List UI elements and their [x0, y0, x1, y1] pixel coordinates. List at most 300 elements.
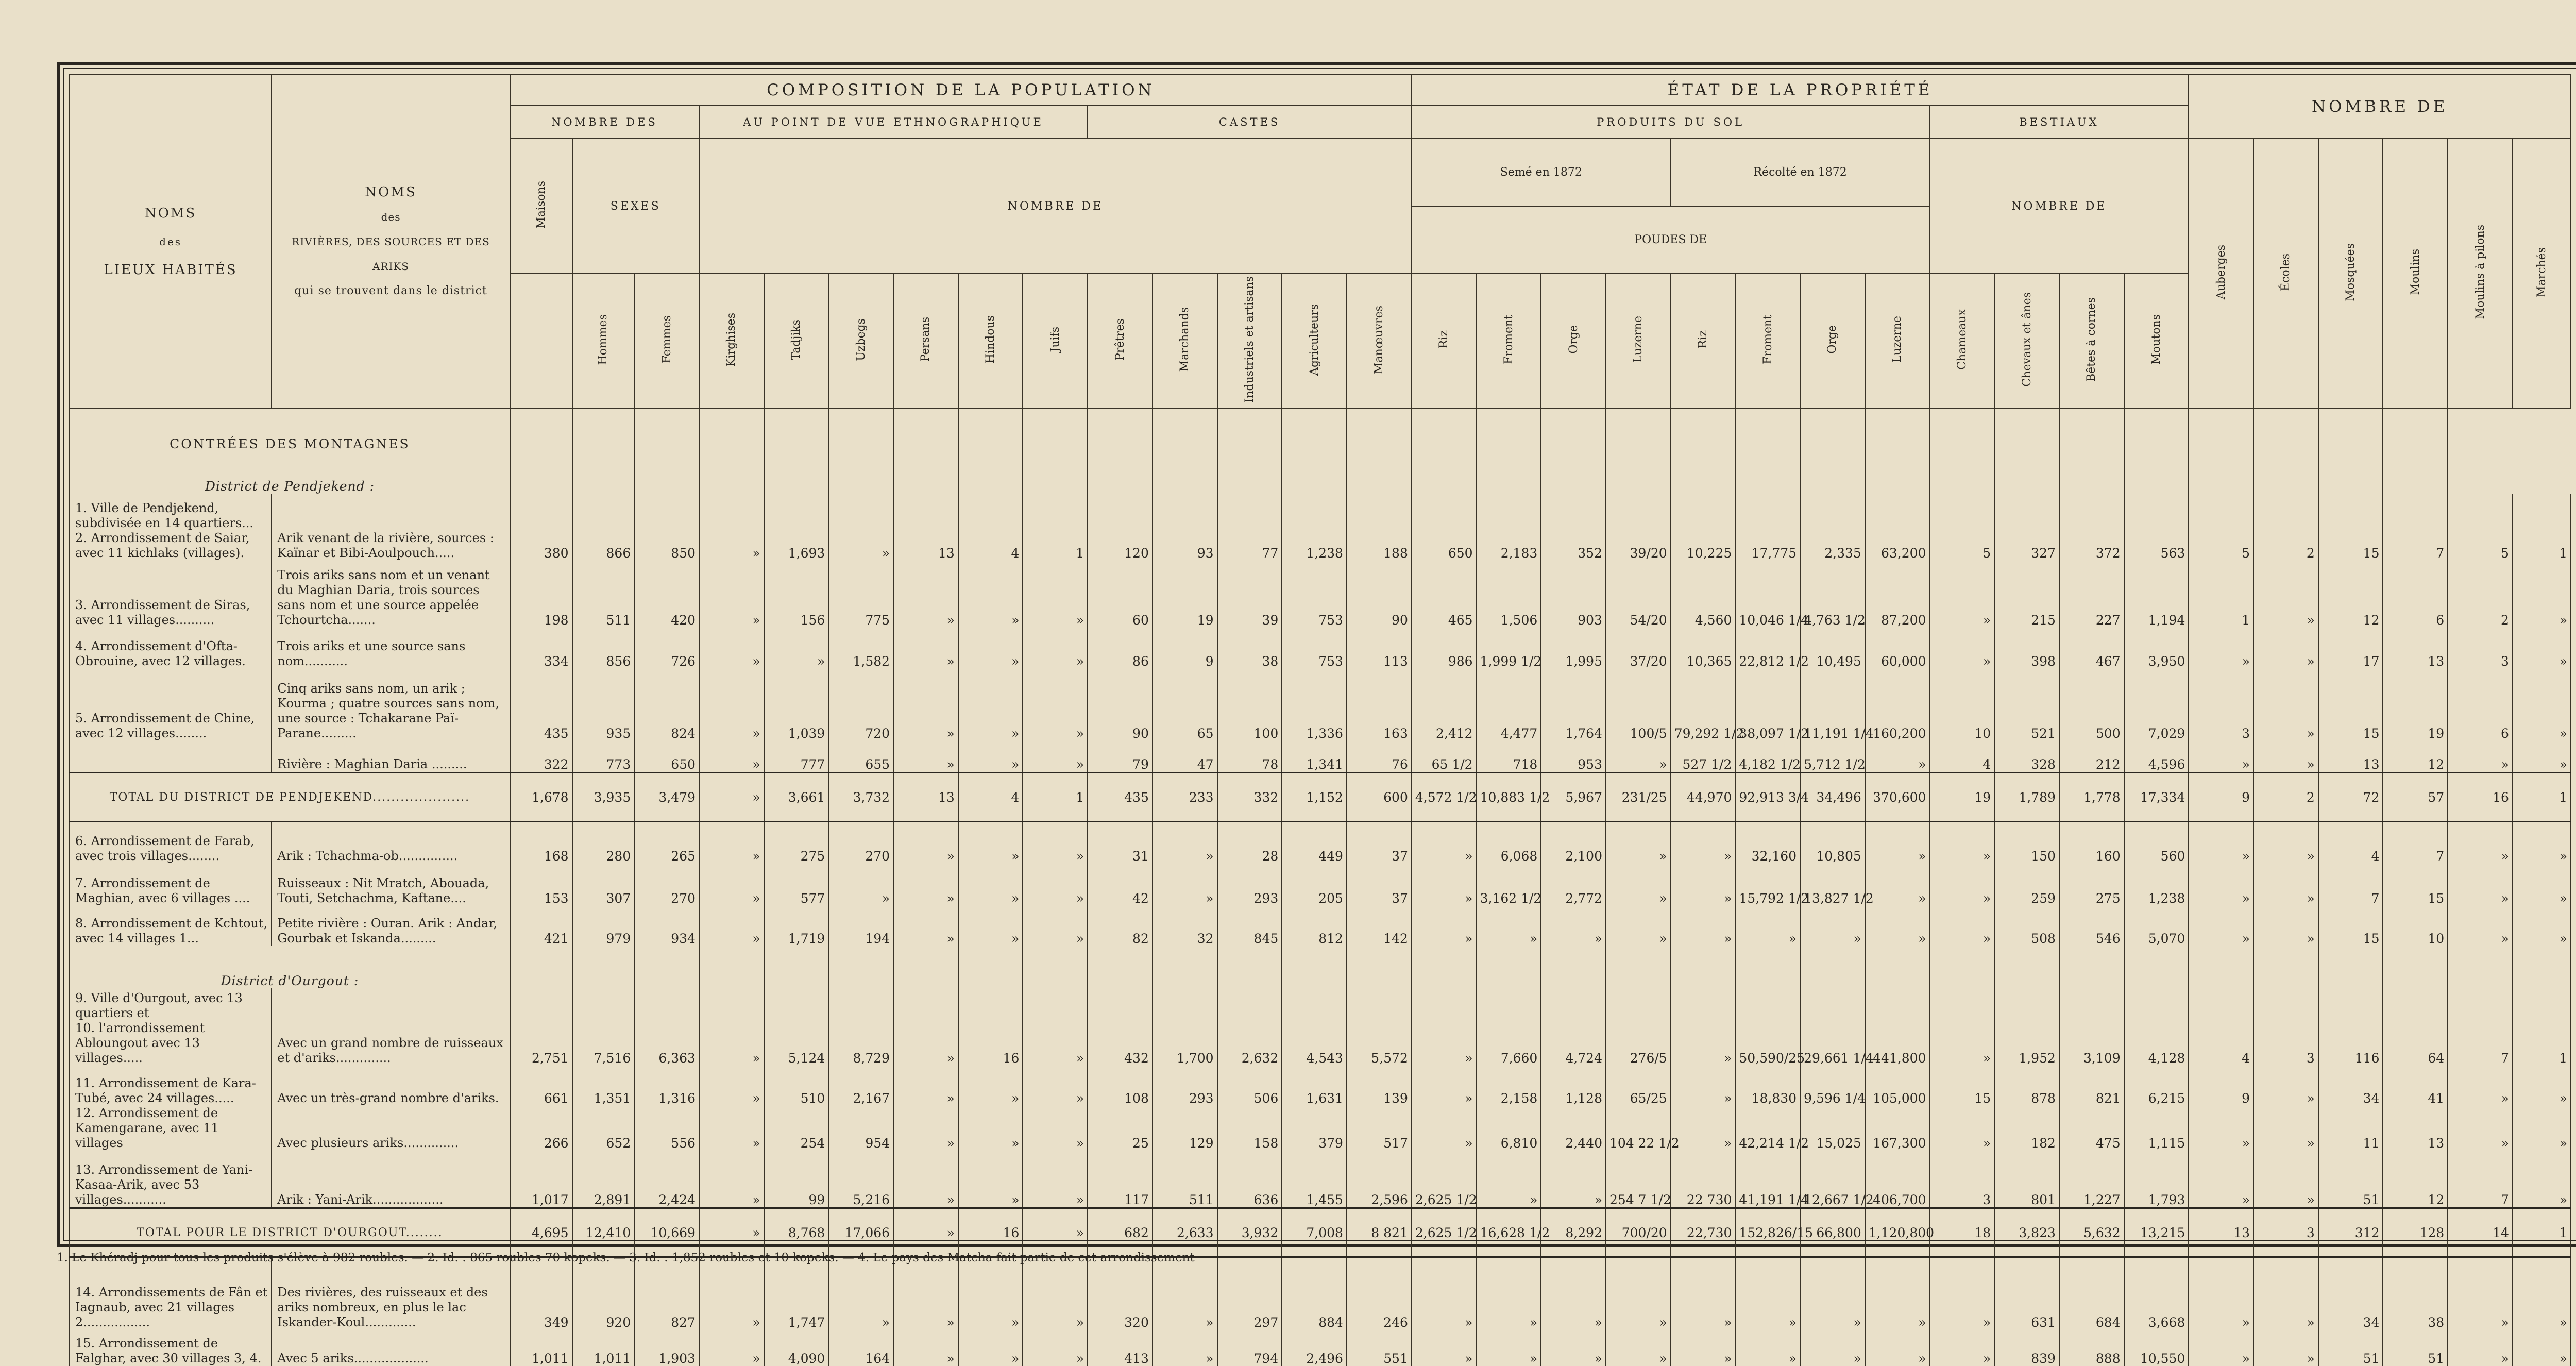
table-cell: 152,826/15: [1735, 1208, 1800, 1257]
table-cell: 1: [2189, 561, 2253, 628]
river-names: Trois ariks sans nom et un venant du Maghian Daria, trois sources sans nom et une source appelée Tchourtcha.......: [272, 561, 510, 628]
table-cell: »: [1023, 988, 1088, 1066]
table-cell: 6: [2448, 669, 2513, 741]
total-row: [70, 773, 2571, 822]
table-cell: 51: [2383, 1330, 2448, 1366]
table-cell: 3,823: [1994, 1208, 2059, 1257]
table-cell: 25: [1088, 1106, 1153, 1151]
table-cell: 920: [572, 1257, 635, 1330]
table-cell: 888: [2059, 1330, 2124, 1366]
table-cell: »: [828, 864, 893, 906]
table-cell: »: [958, 1151, 1023, 1208]
table-cell: 794: [1217, 1330, 1282, 1366]
table-cell: 650: [634, 741, 699, 773]
table-cell: 79,292 1/2: [1671, 669, 1736, 741]
table-cell: »: [893, 1106, 958, 1151]
table-cell: »: [1930, 864, 1995, 906]
table-cell: 15: [2318, 906, 2383, 946]
table-cell: 511: [572, 561, 635, 628]
table-cell: 380: [510, 494, 572, 561]
table-cell: 878: [1994, 1066, 2059, 1106]
table-cell: »: [958, 628, 1023, 669]
table-cell: 19: [2383, 669, 2448, 741]
table-cell: 12,667 1/2: [1800, 1151, 1865, 1208]
table-cell: 1: [2513, 1208, 2571, 1257]
table-cell: »: [1930, 1257, 1995, 1330]
table-cell: 2,335: [1800, 494, 1865, 561]
table-cell: »: [2189, 1106, 2253, 1151]
table-cell: »: [1023, 741, 1088, 773]
table-cell: 2,891: [572, 1151, 635, 1208]
table-cell: 3: [1930, 1151, 1995, 1208]
table-cell: 31: [1088, 822, 1153, 864]
table-cell: »: [2253, 906, 2318, 946]
table-cell: 441,800: [1865, 988, 1930, 1066]
table-cell: 164: [828, 1330, 893, 1366]
table-cell: 275: [764, 822, 829, 864]
col-header: Écoles: [2253, 139, 2318, 409]
table-cell: 17: [2318, 628, 2383, 669]
table-cell: 17,334: [2124, 773, 2189, 822]
table-cell: »: [699, 822, 764, 864]
table-cell: 142: [1347, 906, 1412, 946]
table-cell: »: [699, 1151, 764, 1208]
table-cell: 39/20: [1606, 494, 1671, 561]
table-cell: 1,336: [1282, 669, 1347, 741]
table-cell: 1,952: [1994, 988, 2059, 1066]
table-cell: »: [1023, 628, 1088, 669]
table-cell: 150: [1994, 822, 2059, 864]
table-row: [70, 1257, 2571, 1330]
table-cell: »: [1800, 1330, 1865, 1366]
table-cell: 8,292: [1541, 1208, 1606, 1257]
table-cell: 266: [510, 1106, 572, 1151]
total-label: TOTAL DU DISTRICT DE PENDJEKEND.....................: [70, 773, 510, 822]
table-cell: »: [699, 561, 764, 628]
table-cell: 39: [1217, 561, 1282, 628]
table-cell: 449: [1282, 822, 1347, 864]
table-row: [70, 1106, 2571, 1151]
table-cell: 435: [1088, 773, 1153, 822]
table-cell: 1,999 1/2: [1477, 628, 1541, 669]
table-cell: 1,017: [510, 1151, 572, 1208]
table-cell: 6,068: [1477, 822, 1541, 864]
col-header: Femmes: [634, 274, 699, 409]
table-cell: 5,632: [2059, 1208, 2124, 1257]
table-cell: »: [2513, 1106, 2571, 1151]
table-row: [70, 906, 2571, 946]
table-cell: 6,363: [634, 988, 699, 1066]
table-cell: »: [1153, 822, 1217, 864]
river-names: Avec un très-grand nombre d'ariks.: [272, 1066, 510, 1106]
table-cell: 5: [2448, 494, 2513, 561]
table-cell: »: [828, 494, 893, 561]
table-cell: 6: [2383, 561, 2448, 628]
table-cell: 60,000: [1865, 628, 1930, 669]
table-cell: 254: [764, 1106, 829, 1151]
table-cell: 5,124: [764, 988, 829, 1066]
table-cell: »: [893, 628, 958, 669]
table-cell: 684: [2059, 1257, 2124, 1330]
table-cell: »: [958, 1330, 1023, 1366]
table-cell: 10,805: [1800, 822, 1865, 864]
table-cell: 13: [2318, 741, 2383, 773]
table-cell: 2,596: [1347, 1151, 1412, 1208]
table-cell: 38: [1217, 628, 1282, 669]
table-cell: 903: [1541, 561, 1606, 628]
table-cell: »: [1671, 1066, 1736, 1106]
table-cell: 1,227: [2059, 1151, 2124, 1208]
table-cell: 42: [1088, 864, 1153, 906]
table-cell: 7,516: [572, 988, 635, 1066]
table-cell: 10,225: [1671, 494, 1736, 561]
table-cell: »: [1930, 822, 1995, 864]
table-row: [70, 1151, 2571, 1208]
table-cell: 517: [1347, 1106, 1412, 1151]
table-cell: »: [1865, 822, 1930, 864]
table-cell: 4,695: [510, 1208, 572, 1257]
table-cell: »: [699, 906, 764, 946]
river-names: Arik venant de la rivière, sources : Kaïnar et Bibi-Aoulpouch.....: [272, 494, 510, 561]
table-cell: 87,200: [1865, 561, 1930, 628]
col-header: Riz: [1412, 274, 1477, 409]
footnote: 1. Le Khéradj pour tous les produits s'élève à 982 roubles. — 2. Id. : 865 roubles 70 kopeks. — 3. Id. : 1,852 roubles et 10 kopeks. — 4. Le pays des Matcha fait partie de cet arrondissement: [57, 1251, 1195, 1264]
table-cell: 349: [510, 1257, 572, 1330]
table-cell: »: [958, 669, 1023, 741]
table-cell: »: [699, 1208, 764, 1257]
table-cell: 14: [2448, 1208, 2513, 1257]
table-cell: 231/25: [1606, 773, 1671, 822]
table-cell: »: [1541, 1330, 1606, 1366]
col-header: Agriculteurs: [1282, 274, 1347, 409]
table-cell: 7: [2448, 988, 2513, 1066]
table-cell: 212: [2059, 741, 2124, 773]
table-cell: 4,560: [1671, 561, 1736, 628]
table-cell: 856: [572, 628, 635, 669]
table-cell: 259: [1994, 864, 2059, 906]
table-cell: 276/5: [1606, 988, 1671, 1066]
table-cell: 850: [634, 494, 699, 561]
table-cell: 17,066: [828, 1208, 893, 1257]
table-cell: 3,732: [828, 773, 893, 822]
table-cell: 163: [1347, 669, 1412, 741]
table-row: [70, 669, 2571, 741]
table-cell: 1,316: [634, 1066, 699, 1106]
table-cell: 1,793: [2124, 1151, 2189, 1208]
table-cell: 421: [510, 906, 572, 946]
table-cell: 297: [1217, 1257, 1282, 1330]
river-names: Ruisseaux : Nit Mratch, Abouada, Touti, Setchachma, Kaftane....: [272, 864, 510, 906]
table-cell: »: [958, 741, 1023, 773]
table-cell: »: [2253, 1330, 2318, 1366]
table-cell: »: [1930, 628, 1995, 669]
table-cell: »: [1800, 906, 1865, 946]
table-cell: »: [699, 1257, 764, 1330]
table-cell: 34: [2318, 1066, 2383, 1106]
table-cell: »: [1606, 906, 1671, 946]
table-cell: 1,778: [2059, 773, 2124, 822]
col-header: Hommes: [572, 274, 635, 409]
section-title-pendjekend: District de Pendjekend :: [70, 451, 510, 494]
river-names: Petite rivière : Ouran. Arik : Andar, Gourbak et Iskanda.........: [272, 906, 510, 946]
table-cell: »: [1477, 1151, 1541, 1208]
table-row: [70, 822, 2571, 864]
table-cell: »: [1930, 1106, 1995, 1151]
table-cell: »: [1930, 988, 1995, 1066]
table-cell: »: [1541, 1257, 1606, 1330]
table-cell: »: [1023, 1208, 1088, 1257]
table-cell: 41: [2383, 1066, 2448, 1106]
table-cell: »: [893, 1330, 958, 1366]
location-name: 9. Ville d'Ourgout, avec 13 quartiers et 10. l'arrondissement Abloungout avec 13 villages.....: [70, 988, 272, 1066]
table-cell: 10,365: [1671, 628, 1736, 669]
location-name: 3. Arrondissement de Siras, avec 11 villages..........: [70, 561, 272, 628]
table-cell: 3,935: [572, 773, 635, 822]
table-cell: 10,046 1/4: [1735, 561, 1800, 628]
total-row: [70, 1208, 2571, 1257]
table-cell: 280: [572, 822, 635, 864]
table-cell: »: [1865, 741, 1930, 773]
table-cell: 821: [2059, 1066, 2124, 1106]
table-cell: 12: [2318, 561, 2383, 628]
table-cell: »: [893, 1208, 958, 1257]
table-cell: 182: [1994, 1106, 2059, 1151]
table-cell: 2,772: [1541, 864, 1606, 906]
table-cell: »: [2253, 741, 2318, 773]
table-cell: 90: [1088, 669, 1153, 741]
table-cell: 13: [2383, 628, 2448, 669]
col-header: Moulins: [2383, 139, 2448, 409]
table-cell: »: [2448, 1106, 2513, 1151]
table-cell: »: [893, 864, 958, 906]
table-cell: 551: [1347, 1330, 1412, 1366]
table-cell: 322: [510, 741, 572, 773]
table-cell: 435: [510, 669, 572, 741]
table-cell: »: [1023, 1151, 1088, 1208]
table-cell: 168: [510, 822, 572, 864]
header-poudes: POUDES DE: [1412, 206, 1930, 274]
col-header: Industriels et artisans: [1217, 274, 1282, 409]
table-cell: »: [2513, 906, 2571, 946]
table-cell: 79: [1088, 741, 1153, 773]
table-cell: »: [2253, 669, 2318, 741]
header-recolte: Récolté en 1872: [1671, 139, 1930, 206]
table-cell: 812: [1282, 906, 1347, 946]
location-name: 4. Arrondissement d'Ofta-Obrouine, avec 12 villages.: [70, 628, 272, 669]
table-cell: »: [893, 741, 958, 773]
table-cell: 93: [1153, 494, 1217, 561]
table-cell: 38,097 1/2: [1735, 669, 1800, 741]
table-cell: »: [1735, 906, 1800, 946]
location-name: 7. Arrondissement de Maghian, avec 6 villages ....: [70, 864, 272, 906]
table-cell: 845: [1217, 906, 1282, 946]
table-cell: 521: [1994, 669, 2059, 741]
table-cell: »: [1735, 1257, 1800, 1330]
table-cell: 1,128: [1541, 1066, 1606, 1106]
header-nombre-de-castes: NOMBRE DE: [699, 139, 1412, 274]
table-row: [70, 1066, 2571, 1106]
location-name: 12. Arrondissement de Kamengarane, avec 11 villages: [70, 1106, 272, 1151]
header-etat: ÉTAT DE LA PROPRIÉTÉ: [1412, 75, 2189, 106]
table-cell: 37: [1347, 864, 1412, 906]
table-cell: 160: [2059, 822, 2124, 864]
table-cell: 884: [1282, 1257, 1347, 1330]
table-row: [70, 741, 2571, 773]
table-cell: »: [893, 906, 958, 946]
table-cell: »: [1606, 1330, 1671, 1366]
table-cell: 753: [1282, 561, 1347, 628]
col-header: Froment: [1735, 274, 1800, 409]
header-nombre-de-bestiaux: NOMBRE DE: [1930, 139, 2189, 274]
table-cell: 334: [510, 628, 572, 669]
section-row: [70, 451, 2571, 494]
table-cell: »: [2513, 864, 2571, 906]
table-cell: 2,412: [1412, 669, 1477, 741]
table-cell: 167,300: [1865, 1106, 1930, 1151]
table-cell: 78: [1217, 741, 1282, 773]
table-cell: »: [699, 1106, 764, 1151]
table-cell: 1,115: [2124, 1106, 2189, 1151]
table-cell: 34,496: [1800, 773, 1865, 822]
table-cell: 1,789: [1994, 773, 2059, 822]
table-cell: 600: [1347, 773, 1412, 822]
table-cell: 1,693: [764, 494, 829, 561]
table-cell: 50,590/25: [1735, 988, 1800, 1066]
table-cell: 2,440: [1541, 1106, 1606, 1151]
col-header: Bêtes à cornes: [2059, 274, 2124, 409]
table-cell: 1,678: [510, 773, 572, 822]
table-cell: »: [1412, 1106, 1477, 1151]
table-cell: 90: [1347, 561, 1412, 628]
table-cell: 15: [2383, 864, 2448, 906]
col-header: Chameaux: [1930, 274, 1995, 409]
header-seme: Semé en 1872: [1412, 139, 1671, 206]
table-cell: 205: [1282, 864, 1347, 906]
table-cell: 1: [1023, 773, 1088, 822]
table-row: [70, 628, 2571, 669]
table-cell: 194: [828, 906, 893, 946]
table-cell: »: [699, 864, 764, 906]
table-cell: 1,011: [510, 1330, 572, 1366]
table-cell: 4,596: [2124, 741, 2189, 773]
table-cell: 37: [1347, 822, 1412, 864]
table-cell: 32,160: [1735, 822, 1800, 864]
table-cell: 413: [1088, 1330, 1153, 1366]
table-cell: 129: [1153, 1106, 1217, 1151]
col-header: Marchands: [1153, 274, 1217, 409]
table-cell: 7: [2318, 864, 2383, 906]
table-cell: »: [2189, 741, 2253, 773]
table-cell: »: [1153, 864, 1217, 906]
col-header: Persans: [893, 274, 958, 409]
table-cell: »: [958, 906, 1023, 946]
table-cell: »: [1606, 1257, 1671, 1330]
table-cell: »: [2189, 906, 2253, 946]
col-header: Prêtres: [1088, 274, 1153, 409]
table-cell: 13,827 1/2: [1800, 864, 1865, 906]
table-cell: »: [893, 822, 958, 864]
table-cell: »: [893, 988, 958, 1066]
table-cell: »: [699, 494, 764, 561]
location-name: 11. Arrondissement de Kara-Tubé, avec 24 villages.....: [70, 1066, 272, 1106]
table-cell: »: [1865, 906, 1930, 946]
table-row: [70, 561, 2571, 628]
table-cell: 372: [2059, 494, 2124, 561]
table-cell: 8 821: [1347, 1208, 1412, 1257]
table-cell: 15,792 1/2: [1735, 864, 1800, 906]
col-header: Luzerne: [1865, 274, 1930, 409]
table-cell: 22 730: [1671, 1151, 1736, 1208]
table-cell: »: [1412, 1330, 1477, 1366]
table-cell: 2,158: [1477, 1066, 1541, 1106]
table-cell: 4: [1930, 741, 1995, 773]
table-cell: »: [1023, 864, 1088, 906]
table-cell: 3,162 1/2: [1477, 864, 1541, 906]
table-cell: 1,238: [1282, 494, 1347, 561]
table-cell: »: [2253, 628, 2318, 669]
table-cell: 773: [572, 741, 635, 773]
table-cell: »: [1671, 988, 1736, 1066]
table-cell: »: [1671, 1257, 1736, 1330]
statistics-table: [69, 74, 2571, 1366]
table-cell: 77: [1217, 494, 1282, 561]
river-names: Trois ariks et une source sans nom...........: [272, 628, 510, 669]
table-cell: 15: [2318, 494, 2383, 561]
table-cell: 57: [2383, 773, 2448, 822]
table-cell: 5: [2189, 494, 2253, 561]
table-cell: »: [1477, 906, 1541, 946]
table-cell: »: [1865, 1257, 1930, 1330]
table-cell: 332: [1217, 773, 1282, 822]
table-cell: 726: [634, 628, 699, 669]
header-castes: CASTES: [1088, 106, 1412, 139]
table-cell: 63,200: [1865, 494, 1930, 561]
table-cell: »: [699, 741, 764, 773]
table-cell: 22,812 1/2: [1735, 628, 1800, 669]
table-cell: »: [2448, 1257, 2513, 1330]
table-cell: 10,883 1/2: [1477, 773, 1541, 822]
table-cell: »: [2253, 1257, 2318, 1330]
table-cell: »: [958, 864, 1023, 906]
table-cell: »: [1023, 1257, 1088, 1330]
table-cell: 7,029: [2124, 669, 2189, 741]
table-cell: 17,775: [1735, 494, 1800, 561]
table-cell: 577: [764, 864, 829, 906]
table-cell: 1: [2513, 773, 2571, 822]
table-cell: 16: [958, 1208, 1023, 1257]
table-cell: 839: [1994, 1330, 2059, 1366]
table-cell: »: [1671, 864, 1736, 906]
table-cell: 72: [2318, 773, 2383, 822]
table-cell: 11,191 1/4: [1800, 669, 1865, 741]
table-cell: 328: [1994, 741, 2059, 773]
table-cell: 1,903: [634, 1330, 699, 1366]
col-header: Auberges: [2189, 139, 2253, 409]
table-cell: »: [1671, 1330, 1736, 1366]
table-row: [70, 988, 2571, 1066]
table-cell: 139: [1347, 1066, 1412, 1106]
table-cell: 158: [1217, 1106, 1282, 1151]
table-cell: 801: [1994, 1151, 2059, 1208]
table-cell: 1,351: [572, 1066, 635, 1106]
table-cell: 7: [2448, 1151, 2513, 1208]
table-cell: 38: [2383, 1257, 2448, 1330]
table-cell: 34: [2318, 1257, 2383, 1330]
table-cell: »: [2448, 1330, 2513, 1366]
table-cell: »: [2513, 1066, 2571, 1106]
table-cell: 13: [2189, 1208, 2253, 1257]
table-cell: 13,215: [2124, 1208, 2189, 1257]
